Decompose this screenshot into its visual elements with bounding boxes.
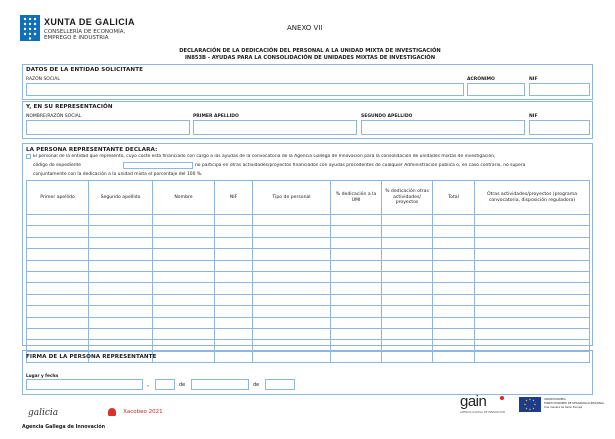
- acronimo-label: ACRÓNIMO: [467, 77, 495, 82]
- table-cell[interactable]: [27, 237, 89, 248]
- table-cell[interactable]: [433, 271, 475, 282]
- xacobeo-logo: [108, 401, 163, 413]
- table-cell[interactable]: [433, 317, 475, 328]
- table-cell[interactable]: [253, 237, 331, 248]
- gain-logo-text: gain: [460, 393, 487, 410]
- table-cell[interactable]: [475, 215, 590, 226]
- col-header-otras-actividades: Otras actividades/proyectos (programa convocatoria, disposición reguladora): [475, 181, 590, 215]
- table-cell[interactable]: [89, 226, 153, 237]
- table-cell[interactable]: [27, 306, 89, 317]
- table-cell[interactable]: [153, 226, 215, 237]
- rep-nombre-input[interactable]: [26, 120, 190, 135]
- table-row: [27, 283, 590, 294]
- table-cell[interactable]: [27, 317, 89, 328]
- table-cell[interactable]: [215, 249, 253, 260]
- table-cell[interactable]: [153, 271, 215, 282]
- table-cell[interactable]: [475, 328, 590, 339]
- personnel-table: [26, 180, 590, 363]
- table-cell[interactable]: [215, 271, 253, 282]
- table-cell[interactable]: [253, 328, 331, 339]
- representative-section: [22, 101, 593, 139]
- place-date-label: Lugar y fecha: [26, 373, 59, 378]
- signature-section-title: FIRMA DE LA PERSONA REPRESENTANTE: [26, 354, 157, 360]
- table-cell[interactable]: [331, 249, 382, 260]
- table-row: [27, 249, 590, 260]
- table-row: [27, 271, 590, 282]
- table-cell[interactable]: [27, 328, 89, 339]
- table-cell[interactable]: [475, 260, 590, 271]
- col-header-total: Total: [433, 181, 475, 215]
- table-cell[interactable]: [89, 249, 153, 260]
- table-cell[interactable]: [382, 306, 433, 317]
- logo-dept-line1: CONSELLERÍA DE ECONOMÍA,: [44, 29, 126, 35]
- table-row: [27, 317, 590, 328]
- table-cell[interactable]: [382, 271, 433, 282]
- razon-social-label: RAZÓN SOCIAL: [26, 77, 60, 82]
- entity-nif-input[interactable]: [529, 83, 590, 96]
- table-cell[interactable]: [253, 317, 331, 328]
- table-cell[interactable]: [27, 249, 89, 260]
- declaration-text-line1: El personal de la entidad que represento, cuyo coste está financiado con cargo a las ayudas de la convocatoria de la Agencia Gallega de Innovación para la consolidación de unidades mixtas de investigación,: [33, 154, 496, 159]
- table-cell[interactable]: [475, 294, 590, 305]
- table-cell[interactable]: [27, 294, 89, 305]
- table-cell[interactable]: [89, 283, 153, 294]
- table-row: [27, 237, 590, 248]
- table-cell[interactable]: [475, 226, 590, 237]
- signature-section: [22, 350, 593, 395]
- acronimo-input[interactable]: [467, 83, 525, 96]
- entity-section-title: DATOS DE LA ENTIDAD SOLICITANTE: [26, 67, 144, 73]
- table-cell[interactable]: [253, 226, 331, 237]
- table-cell[interactable]: [215, 226, 253, 237]
- table-cell[interactable]: [475, 306, 590, 317]
- xunta-logo: [20, 15, 140, 45]
- table-cell[interactable]: [382, 215, 433, 226]
- table-cell[interactable]: [331, 306, 382, 317]
- gain-subtitle: AXENCIA GALEGA DE INNOVACIÓN: [460, 411, 505, 414]
- table-cell[interactable]: [331, 215, 382, 226]
- table-cell[interactable]: [153, 260, 215, 271]
- year-input[interactable]: [265, 379, 295, 390]
- representative-section-title: Y, EN SU REPRESENTACIÓN: [26, 104, 113, 110]
- de-label-2: de: [253, 382, 260, 388]
- day-input[interactable]: [155, 379, 175, 390]
- table-cell[interactable]: [253, 215, 331, 226]
- table-header-row: [27, 181, 590, 215]
- declaration-checkbox[interactable]: [26, 154, 31, 159]
- table-row: [27, 328, 590, 339]
- table-row: [27, 215, 590, 226]
- month-input[interactable]: [191, 379, 249, 390]
- col-header-nif: NIF: [215, 181, 253, 215]
- table-cell[interactable]: [253, 294, 331, 305]
- table-cell[interactable]: [433, 237, 475, 248]
- agency-footer: Agencia Gallega de Innovación: [22, 425, 106, 430]
- table-cell[interactable]: [215, 260, 253, 271]
- col-header-segundo-apellido: Segundo apellido: [89, 181, 153, 215]
- galicia-logo: [28, 400, 59, 418]
- table-cell[interactable]: [253, 306, 331, 317]
- table-row: [27, 294, 590, 305]
- entity-nif-label: NIF: [529, 77, 538, 82]
- comma-separator: ,: [147, 381, 149, 388]
- table-cell[interactable]: [475, 317, 590, 328]
- table-cell[interactable]: [331, 226, 382, 237]
- table-cell[interactable]: [27, 226, 89, 237]
- declaration-text-line2b: no participa en otras actividades/proyectos financiados con ayudas procedentes de cualquier Administración pública o, en caso contrario, no supera: [195, 163, 526, 168]
- table-cell[interactable]: [433, 260, 475, 271]
- table-cell[interactable]: [153, 237, 215, 248]
- rep-primer-apellido-label: PRIMER APELLIDO: [193, 114, 239, 119]
- xunta-emblem-icon: [20, 15, 40, 41]
- table-cell[interactable]: [382, 328, 433, 339]
- table-cell[interactable]: [89, 317, 153, 328]
- entity-section: [22, 64, 593, 100]
- table-cell[interactable]: [382, 237, 433, 248]
- eu-line1: UNIÓN EUROPEA: [544, 398, 566, 401]
- table-cell[interactable]: [89, 260, 153, 271]
- table-cell[interactable]: [253, 260, 331, 271]
- table-cell[interactable]: [89, 328, 153, 339]
- xacobeo-text: Xacobeo 2021: [123, 408, 163, 415]
- declaration-text-line2a: código de expediente: [33, 163, 81, 168]
- table-cell[interactable]: [382, 294, 433, 305]
- galicia-logo-text: galicia: [28, 408, 59, 418]
- table-cell[interactable]: [27, 271, 89, 282]
- declaration-section-title: LA PERSONA REPRESENTANTE DECLARA:: [26, 147, 158, 153]
- table-cell[interactable]: [89, 237, 153, 248]
- eu-logo: [519, 397, 605, 415]
- expediente-code-input[interactable]: [123, 162, 193, 169]
- table-cell[interactable]: [475, 237, 590, 248]
- logo-name: XUNTA DE GALICIA: [44, 17, 135, 27]
- table-cell[interactable]: [433, 215, 475, 226]
- table-cell[interactable]: [215, 283, 253, 294]
- table-cell[interactable]: [153, 249, 215, 260]
- table-cell[interactable]: [215, 215, 253, 226]
- table-cell[interactable]: [27, 215, 89, 226]
- table-cell[interactable]: [89, 215, 153, 226]
- col-header-primer-apellido: Primer apellido: [27, 181, 89, 215]
- eu-line3: Una manera de hacer Europa: [544, 406, 583, 409]
- table-cell[interactable]: [433, 294, 475, 305]
- annex-label: ANEXO VII: [287, 24, 323, 32]
- table-cell[interactable]: [215, 237, 253, 248]
- table-cell[interactable]: [475, 283, 590, 294]
- rep-primer-apellido-input[interactable]: [193, 120, 357, 135]
- table-cell[interactable]: [153, 283, 215, 294]
- eu-flag-icon: [519, 397, 541, 412]
- table-cell[interactable]: [382, 249, 433, 260]
- declaration-section: [22, 143, 593, 346]
- table-cell[interactable]: [433, 328, 475, 339]
- document-title: DECLARACIÓN DE LA DEDICACIÓN DEL PERSONAL A LA UNIDAD MIXTA DE INVESTIGACIÓN: [179, 48, 441, 54]
- rep-segundo-apellido-input[interactable]: [361, 120, 525, 135]
- table-cell[interactable]: [331, 317, 382, 328]
- table-cell[interactable]: [153, 306, 215, 317]
- table-cell[interactable]: [331, 271, 382, 282]
- razon-social-input[interactable]: [26, 83, 464, 96]
- rep-nombre-label: NOMBRE/RAZÓN SOCIAL: [26, 114, 82, 119]
- table-cell[interactable]: [253, 283, 331, 294]
- table-cell[interactable]: [433, 283, 475, 294]
- table-cell[interactable]: [27, 260, 89, 271]
- logo-dept-line2: EMPREGO E INDUSTRIA: [44, 35, 109, 41]
- table-cell[interactable]: [89, 271, 153, 282]
- table-cell[interactable]: [153, 294, 215, 305]
- table-cell[interactable]: [331, 237, 382, 248]
- document-subtitle: IN853B - AYUDAS PARA LA CONSOLIDACIÓN DE UNIDADES MIXTAS DE INVESTIGACIÓN: [184, 55, 436, 61]
- table-row: [27, 226, 590, 237]
- table-cell[interactable]: [215, 328, 253, 339]
- table-cell[interactable]: [153, 215, 215, 226]
- table-cell[interactable]: [475, 271, 590, 282]
- table-row: [27, 306, 590, 317]
- col-header-dedicacion-umi: % dedicación a la UMI: [331, 181, 382, 215]
- table-cell[interactable]: [27, 283, 89, 294]
- table-cell[interactable]: [382, 260, 433, 271]
- table-cell[interactable]: [331, 294, 382, 305]
- table-cell[interactable]: [153, 317, 215, 328]
- table-row: [27, 260, 590, 271]
- table-cell[interactable]: [382, 226, 433, 237]
- gain-logo: [460, 393, 508, 417]
- de-label-1: de: [179, 382, 186, 388]
- xacobeo-shell-icon: [108, 408, 116, 416]
- table-cell[interactable]: [331, 260, 382, 271]
- table-cell[interactable]: [331, 283, 382, 294]
- table-cell[interactable]: [433, 249, 475, 260]
- table-cell[interactable]: [215, 294, 253, 305]
- table-cell[interactable]: [253, 271, 331, 282]
- table-cell[interactable]: [89, 306, 153, 317]
- table-cell[interactable]: [331, 328, 382, 339]
- table-cell[interactable]: [475, 249, 590, 260]
- declaration-text-line3: conjuntamente con la dedicación a la unidad mixta el porcentaje del 100 %.: [33, 172, 203, 177]
- table-cell[interactable]: [382, 283, 433, 294]
- gain-dot-icon: [500, 396, 504, 400]
- table-body: [27, 215, 590, 363]
- table-cell[interactable]: [433, 226, 475, 237]
- table-cell[interactable]: [433, 306, 475, 317]
- col-header-dedicacion-otras: % dedicación otras actividades/ proyectos: [382, 181, 433, 215]
- eu-line2: FONDO EUROPEO DE DESARROLLO REGIONAL: [544, 402, 605, 405]
- table-cell[interactable]: [215, 317, 253, 328]
- table-cell[interactable]: [89, 294, 153, 305]
- place-input[interactable]: [26, 379, 143, 390]
- col-header-tipo-personal: Tipo de personal: [253, 181, 331, 215]
- col-header-nombre: Nombre: [153, 181, 215, 215]
- rep-segundo-apellido-label: SEGUNDO APELLIDO: [361, 114, 413, 119]
- rep-nif-input[interactable]: [529, 120, 590, 135]
- personnel-table-wrapper: [26, 180, 589, 363]
- table-cell[interactable]: [382, 317, 433, 328]
- table-cell[interactable]: [253, 249, 331, 260]
- table-cell[interactable]: [215, 306, 253, 317]
- rep-nif-label: NIF: [529, 114, 538, 119]
- table-cell[interactable]: [153, 328, 215, 339]
